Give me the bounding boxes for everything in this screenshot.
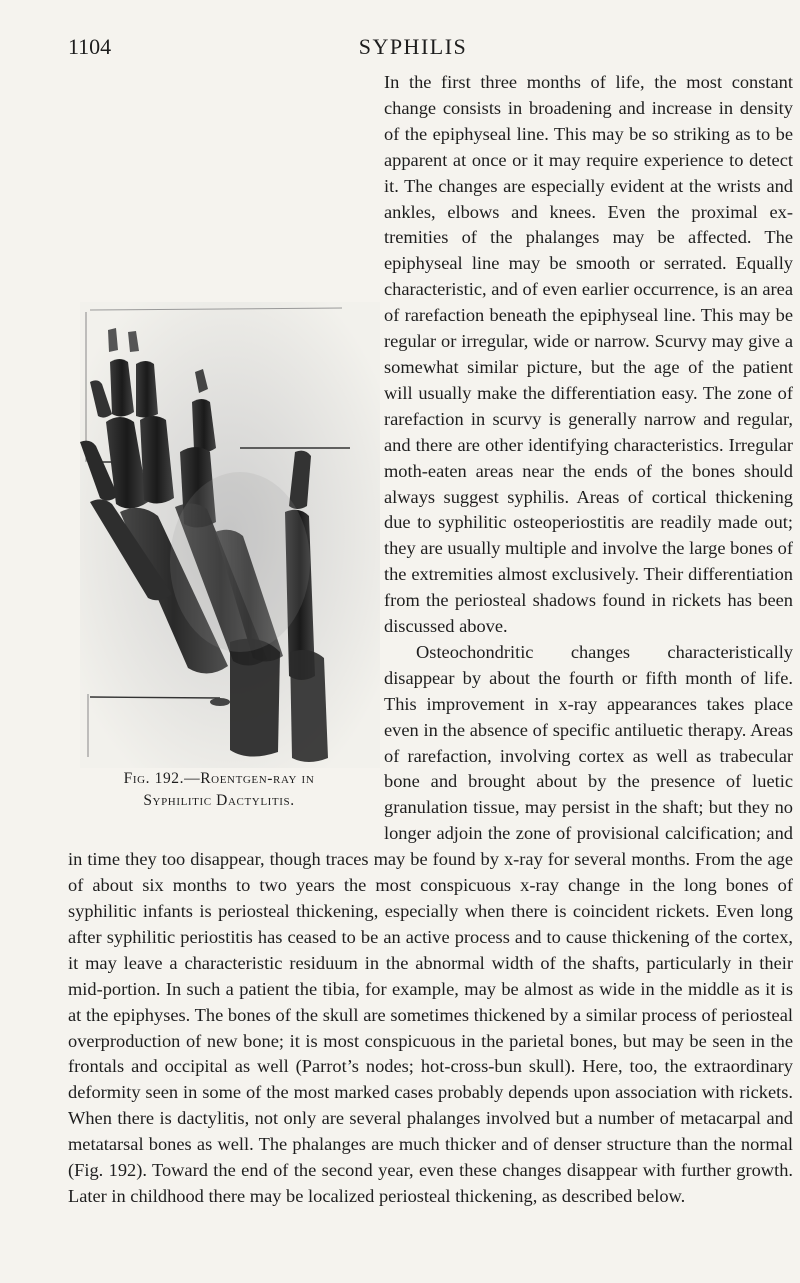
paragraph-1 (68, 70, 793, 809)
figure-caption (64, 768, 374, 812)
figure-192 (66, 302, 368, 822)
running-head: SYPHILIS (358, 34, 468, 59)
page-number: 1104 (68, 34, 112, 59)
paragraph-2: Osteochondritic changes characteristically disappear by about the fourth or fifth month of life. This improvement in x-ray appearances takes place even in the absence of specific antiluetic therapy. Areas of rarefaction, involving cortex as well as trabecular bone and brought about by the presence of luetic granulation tissue, may persist in the shaft; but they no longer adjoin the zone of provisional calcification; and in time they too disappear, though traces may be found by x-ray for several months. From the age of about six months to two years the most conspicuous x-ray change in the long bones of syphilitic infants is periosteal thickening, especially when there is coincident rickets. Even long after syphilitic periostitis has ceased to be an active process and to cause thickening of the cortex, it may leave a characteristic residuum in the abnormal width of the shafts, particularly in their mid-portion. In such a patient the tibia, for example, may be almost as wide in the middle as it is at the epiphyses. The bones of the skull are sometimes thickened by a similar process of periosteal overproduction of new bone; it is most conspicuous in the parietal bones, but may be seen in the frontals and occipital as well (Parrot’s nodes; hot-cross-bun skull). Here, too, the extraordinary deformity seen in some of the most marked cases probably depends upon association with rickets. When there is dactylitis, not only are several phalanges involved but a number of metacarpal and metatarsal bones as well. The phalanges are much thicker and of denser structure than the normal (Fig. 192). Toward the end of the second year, even these changes disappear with further growth. Later in childhood there may be localized periosteal thickening, as described below. (68, 641, 793, 1206)
xray-image (80, 302, 380, 768)
page-header (68, 34, 758, 64)
paragraph-1-text: In the first three months of life, the most constant change consists in broadening and increase in density of the epiphyseal line. This may be so striking as to be apparent at once or it may require experience to detect it. The changes are especially evident at the wrists and ankles, elbows and knees. Even the proximal extremities of the phalanges may be affected. The epiphyseal line may be smooth or serrated. Equally characteristic, and of even earlier occurrence, is an area of rarefaction beneath the epiphyseal line. This may be regular or irregular, wide or narrow. Scurvy may give a somewhat similar picture, but the age of the patient will usually make the differentiation easy. The zone of rarefaction in scurvy is generally narrow and regular, and there are other identifying characteristics. Irregular moth-eaten areas near the ends of the bones should always suggest syphilis. Areas of cortical thickening due to syphilitic osteoperiostitis are readily made out; they are usually multiple and involve the large bones of the extremities almost exclusively. Their differentiation from the periosteal shadows found in rickets has been discussed above. (384, 72, 793, 637)
caption-line-2: Syphilitic Dactylitis. (143, 792, 295, 809)
body-text (68, 70, 793, 1210)
caption-line-1: Fig. 192.—Roentgen-ray in (123, 770, 315, 787)
